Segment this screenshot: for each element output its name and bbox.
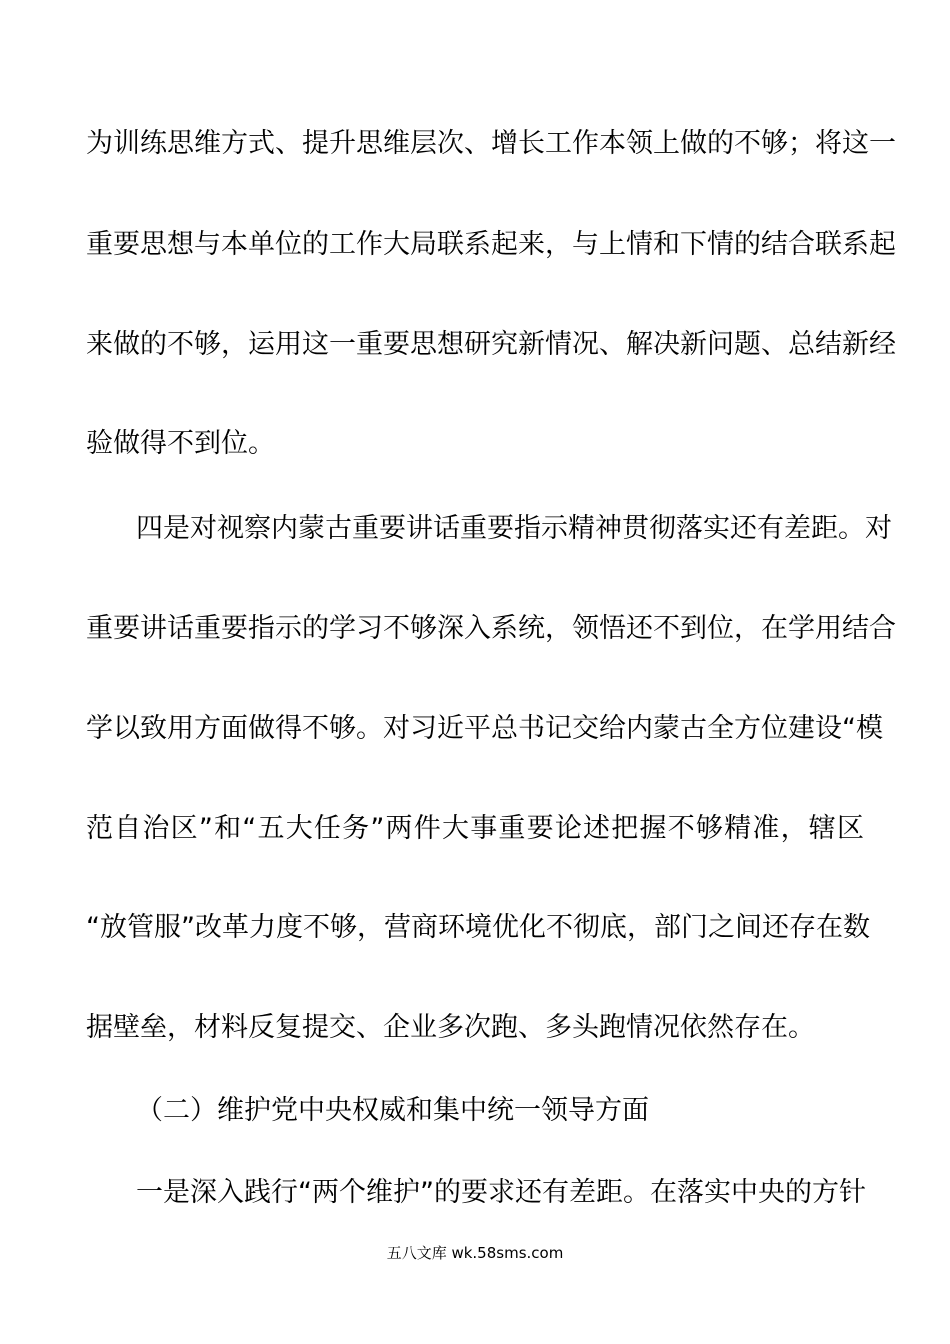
text-line-2: 重要思想与本单位的工作大局联系起来，与上情和下情的结合联系起	[86, 229, 896, 260]
text-line-3: 来做的不够，运用这一重要思想研究新情况、解决新问题、总结新经	[86, 329, 896, 360]
text-line-4: 验做得不到位。	[86, 428, 275, 459]
text-line-9: “放管服”改革力度不够，营商环境优化不彻底，部门之间还存在数	[86, 912, 870, 943]
text-line-8: 范自治区”和“五大任务”两件大事重要论述把握不够精准，辖区	[86, 813, 864, 844]
text-line-12: 一是深入践行“两个维护”的要求还有差距。在落实中央的方针	[136, 1177, 866, 1208]
text-line-6: 重要讲话重要指示的学习不够深入系统，领悟还不到位，在学用结合	[86, 613, 896, 644]
text-line-7: 学以致用方面做得不够。对习近平总书记交给内蒙古全方位建设“模	[86, 713, 883, 744]
text-line-5: 四是对视察内蒙古重要讲话重要指示精神贯彻落实还有差距。对	[136, 513, 892, 544]
text-line-10: 据壁垒，材料反复提交、企业多次跑、多头跑情况依然存在。	[86, 1012, 815, 1043]
page-footer: 五八文库 wk.58sms.com	[386, 1244, 564, 1262]
text-line-1: 为训练思维方式、提升思维层次、增长工作本领上做的不够；将这一	[86, 128, 896, 159]
section-heading: （二）维护党中央权威和集中统一领导方面	[136, 1095, 649, 1126]
